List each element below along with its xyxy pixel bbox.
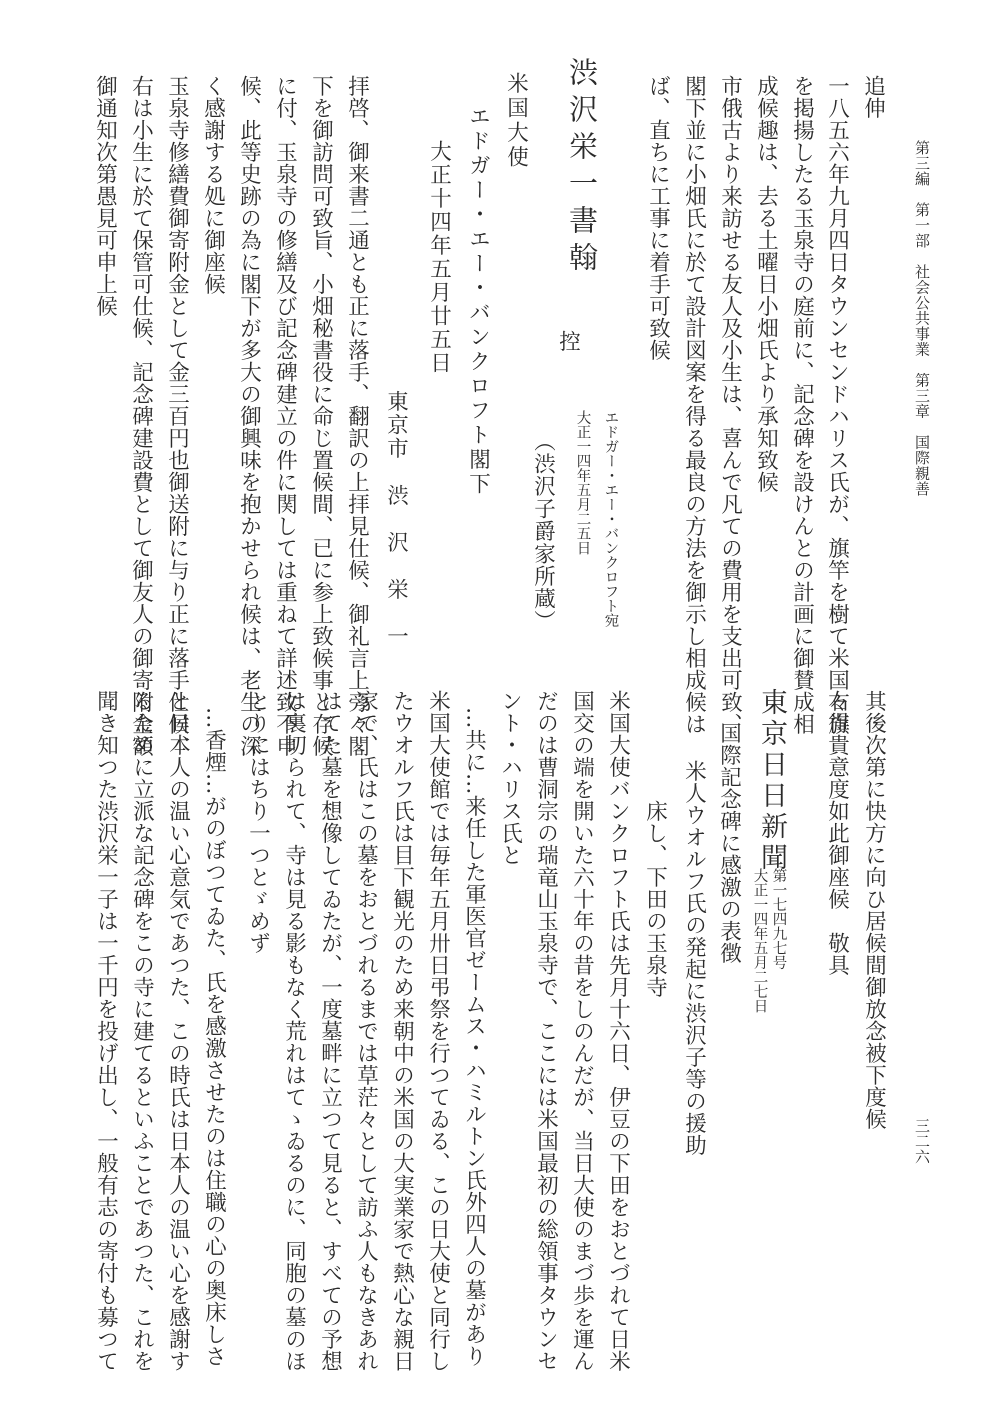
article-subheadline: 米人ウオルフ氏の発起に渋沢子等の援助 bbox=[681, 760, 707, 1156]
article-line: ント・ハリス氏と bbox=[497, 690, 523, 866]
article-line: …香煙…がのぼつてゐた、氏を感激させたのは住職の心の奥床しさ bbox=[201, 707, 227, 1367]
article-line: るために立派な記念碑をこの寺に建てるといふことであつた、これを bbox=[129, 690, 155, 1372]
recipient-name: エドガー・エー・バンクロフト閣下 bbox=[465, 105, 491, 497]
page-number: 三二六 bbox=[913, 1118, 931, 1165]
article-line: だのは曹洞宗の瑞竜山玉泉寺で、ここには米国最初の総領事タウンセ bbox=[533, 690, 559, 1372]
postscript-line: 成候趣は、去る土曜日小畑氏より承知致候 bbox=[753, 75, 779, 493]
newspaper-name: 東京日日新聞 bbox=[756, 688, 787, 874]
article-line: たウオルフ氏は目下観光のため来朝中の米国の大実業家で熱心な親日 bbox=[389, 690, 415, 1372]
article-line: とりにはちり一つとゞめず bbox=[245, 690, 271, 954]
letter-line: 玉泉寺修繕費御寄附金として金三百円也御送附に与り正に落手仕候、 bbox=[164, 75, 190, 757]
newspaper-issue: 第一七四九七号 bbox=[770, 868, 787, 970]
tsuishin-heading: 追伸 bbox=[860, 75, 886, 119]
closing-line: 其後次第に快方に向ひ居候間御放念被下度候 bbox=[861, 690, 887, 1130]
article-subheadline: 床し、下田の玉泉寺 bbox=[642, 800, 668, 998]
article-line: 国交の端を開いた六十年の昔をしのんだが、当日大使のまづ歩を運ん bbox=[569, 690, 595, 1372]
postscript-line: を掲揚したる玉泉寺の庭前に、記念碑を設けんとの計画に御賛成相 bbox=[789, 75, 815, 735]
article-line: はてた墓を想像してゐたが、一度墓畔に立つて見ると、すべての予想 bbox=[317, 690, 343, 1372]
source-note: （渋沢子爵家所蔵） bbox=[530, 430, 556, 633]
article-line: は裏切られて、寺は見る影もなく荒れはてゝゐるのに、同胞の墓のほ bbox=[281, 690, 307, 1372]
postscript-line: 閣下並に小畑氏に於て設計図案を得る最良の方法を御示し相成候は bbox=[681, 75, 707, 735]
newspaper-date: 大正一四年五月二七日 bbox=[751, 868, 768, 1013]
letter-line: く感謝する処に御座候 bbox=[200, 75, 226, 295]
article-line: …共に…来任した軍医官ゼームス・ハミルトン氏外四人の墓があり bbox=[461, 707, 487, 1367]
letter-line: 下を御訪問可致旨、小畑秘書役に命じ置候間、已に参上致候事と存候 bbox=[308, 75, 334, 757]
article-line: 聞き知つた渋沢栄一子は一千円を投げ出し、一般有志の寄付も募つて bbox=[93, 690, 119, 1372]
running-title: 第三編 第一部 社会公共事業 第三章 国際親善 bbox=[913, 140, 931, 497]
closing-line: 右得貴意度如此御座候 敬具 bbox=[824, 690, 850, 976]
letter-addressee-note: エドガー・エー・バンクロフト宛 bbox=[602, 410, 619, 628]
postscript-line: 一八五六年九月四日タウンセンドハリス氏が、旗竿を樹て米国々旗 bbox=[824, 75, 850, 735]
postscript-line: ば、直ちに工事に着手可致候 bbox=[645, 75, 671, 361]
letter-line: 拝啓、御来書二通とも正に落手、翻訳の上拝見仕候、御礼言上旁々閣 bbox=[344, 75, 370, 757]
article-headline: 国際記念碑に感激の表徴 bbox=[716, 722, 742, 964]
letter-line: に付、玉泉寺の修繕及び記念碑建立の件に関しては重ねて詳述致不申 bbox=[272, 75, 298, 757]
article-line: 家で、氏はこの墓をおとづれるまでは草茫々として訪ふ人もなきあれ bbox=[353, 690, 379, 1372]
letter-title: 渋沢栄一書翰 bbox=[565, 57, 599, 279]
hikae-mark: 控 bbox=[555, 330, 581, 352]
article-line: 米国大使館では毎年五月卅日弔祭を行つてゐる、この日大使と同行し bbox=[425, 690, 451, 1372]
letter-line: 右は小生に於て保管可仕候、記念碑建設費として御友人の御寄附金額 bbox=[128, 75, 154, 757]
letter-date-note: 大正一四年五月二五日 bbox=[574, 410, 591, 555]
recipient-title: 米国大使 bbox=[503, 72, 529, 170]
letter-date: 大正十四年五月廿五日 bbox=[426, 140, 452, 375]
article-line: と日本人の温い心意気であつた、この時氏は日本人の温い心を感謝す bbox=[165, 690, 191, 1372]
letter-line: 候、此等史跡の為に閣下が多大の御興味を抱かせられ候は、老生の深 bbox=[236, 75, 262, 757]
postscript-line: 市俄古より来訪せる友人及小生は、喜んで凡ての費用を支出可致、 bbox=[717, 75, 743, 735]
letter-sender: 東京市 渋 沢 栄 一 bbox=[383, 390, 409, 649]
letter-line: 御通知次第愚見可申上候 bbox=[92, 75, 118, 317]
article-line: 米国大使バンクロフト氏は先月十六日、伊豆の下田をおとづれて日米 bbox=[605, 690, 631, 1372]
